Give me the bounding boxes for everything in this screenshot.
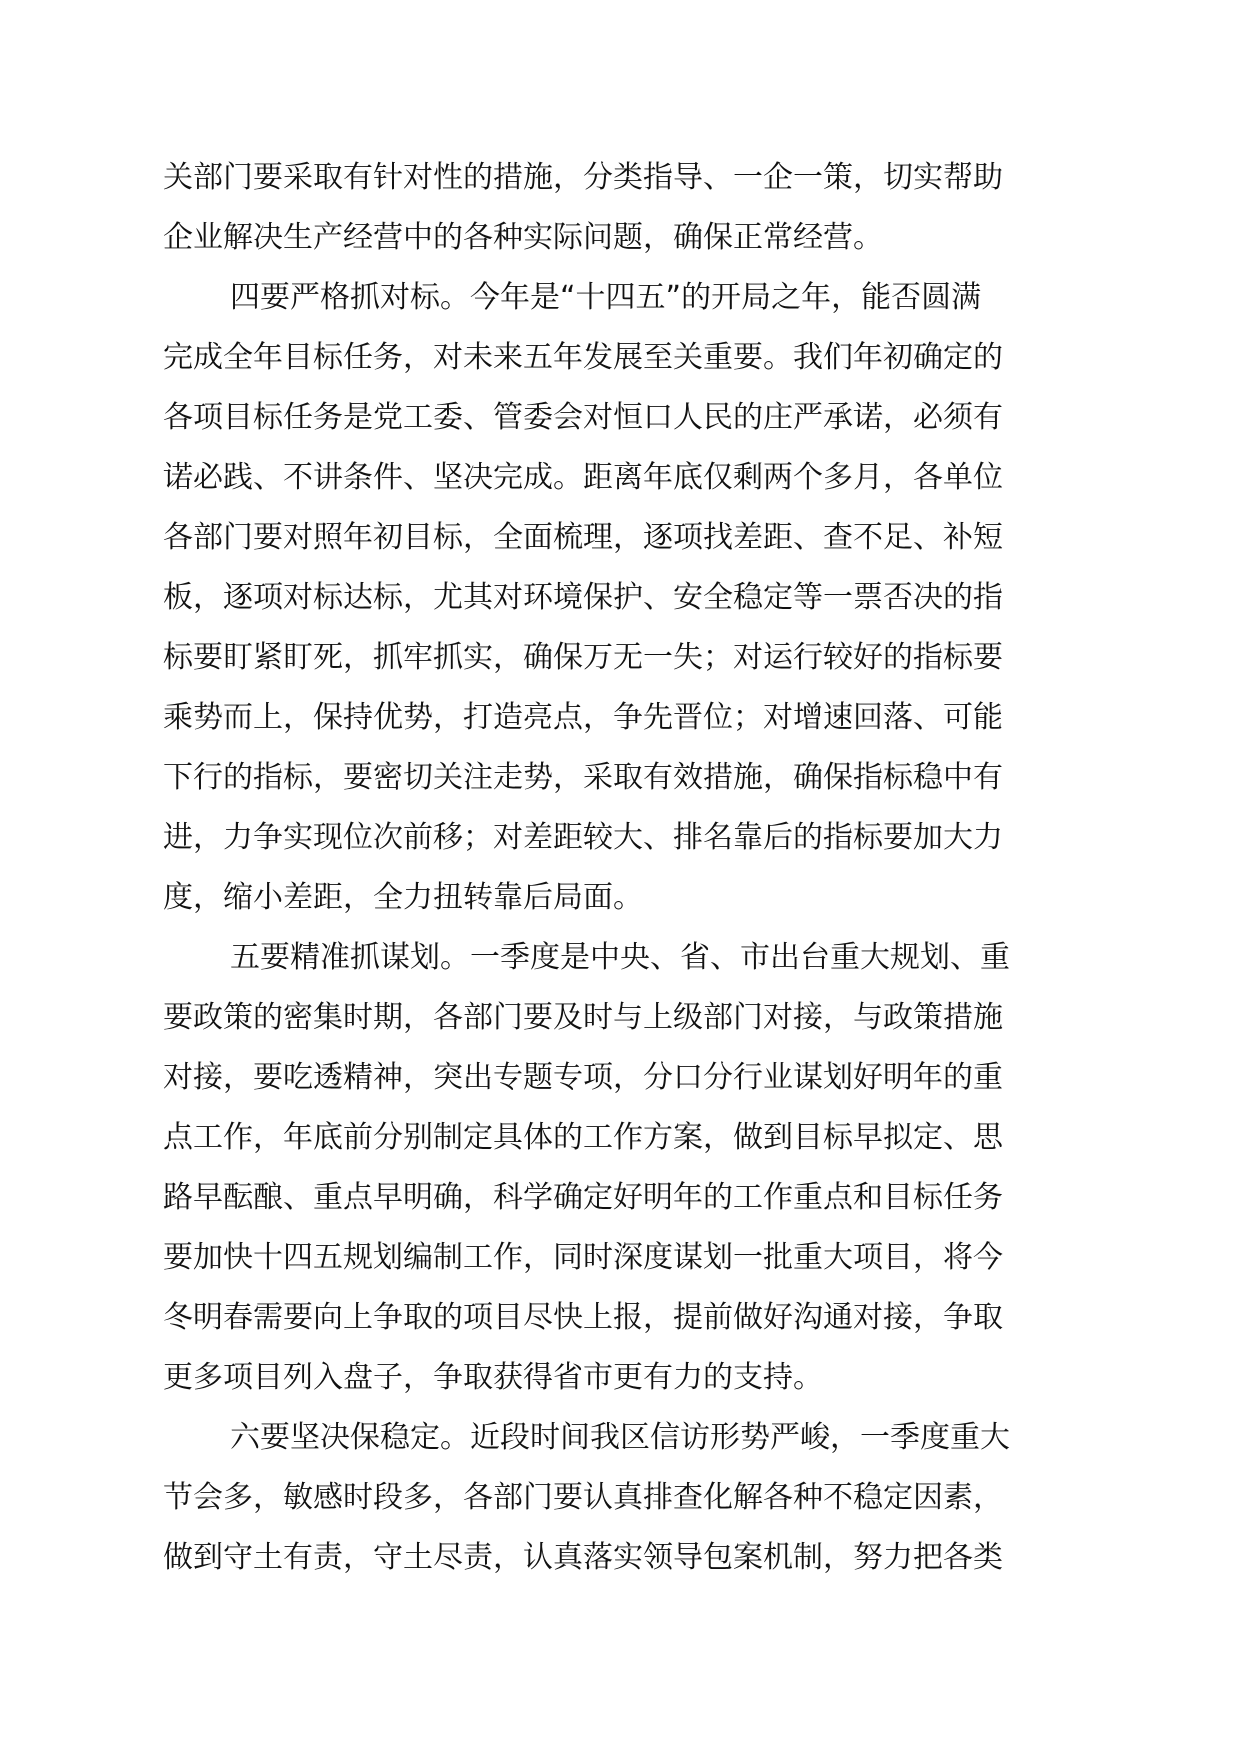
body-text [163, 148, 1109, 1588]
text-line: 五要精准抓谋划。一季度是中央、省、市出台重大规划、重 [230, 940, 1010, 975]
text-line: 点工作，年底前分别制定具体的工作方案，做到目标早拟定、思 [163, 1120, 1003, 1155]
text-line: 乘势而上，保持优势，打造亮点，争先晋位；对增速回落、可能 [163, 700, 1003, 735]
text-line: 关部门要采取有针对性的措施，分类指导、一企一策，切实帮助 [163, 160, 1003, 195]
text-line: 各部门要对照年初目标，全面梳理，逐项找差距、查不足、补短 [163, 520, 1003, 555]
text-line: 四要严格抓对标。今年是“十四五”的开局之年，能否圆满 [230, 280, 982, 315]
text-line: 冬明春需要向上争取的项目尽快上报，提前做好沟通对接，争取 [163, 1300, 1003, 1335]
paragraph-continuation [163, 148, 1109, 268]
text-line: 要政策的密集时期，各部门要及时与上级部门对接，与政策措施 [163, 1000, 1003, 1035]
text-line: 要加快十四五规划编制工作，同时深度谋划一批重大项目，将今 [163, 1240, 1003, 1275]
text-line: 对接，要吃透精神，突出专题专项，分口分行业谋划好明年的重 [163, 1060, 1003, 1095]
text-line: 节会多，敏感时段多，各部门要认真排查化解各种不稳定因素， [163, 1480, 1003, 1515]
text-line: 下行的指标，要密切关注走势，采取有效措施，确保指标稳中有 [163, 760, 1003, 795]
text-line: 完成全年目标任务，对未来五年发展至关重要。我们年初确定的 [163, 340, 1003, 375]
text-line: 度，缩小差距，全力扭转靠后局面。 [163, 880, 643, 915]
text-line: 做到守土有责，守土尽责，认真落实领导包案机制，努力把各类 [163, 1540, 1003, 1575]
paragraph-stability [163, 1408, 1109, 1588]
text-line: 诺必践、不讲条件、坚决完成。距离年底仅剩两个多月，各单位 [163, 460, 1003, 495]
text-line: 进，力争实现位次前移；对差距较大、排名靠后的指标要加大力 [163, 820, 1003, 855]
paragraph-planning [163, 928, 1109, 1408]
text-line: 标要盯紧盯死，抓牢抓实，确保万无一失；对运行较好的指标要 [163, 640, 1003, 675]
text-line: 板，逐项对标达标，尤其对环境保护、安全稳定等一票否决的指 [163, 580, 1003, 615]
text-line: 更多项目列入盘子，争取获得省市更有力的支持。 [163, 1360, 823, 1395]
text-line: 企业解决生产经营中的各种实际问题，确保正常经营。 [163, 220, 883, 255]
text-line: 六要坚决保稳定。近段时间我区信访形势严峻，一季度重大 [230, 1420, 1010, 1455]
paragraph-benchmark [163, 268, 1109, 928]
text-line: 路早酝酿、重点早明确，科学确定好明年的工作重点和目标任务 [163, 1180, 1003, 1215]
text-line: 各项目标任务是党工委、管委会对恒口人民的庄严承诺，必须有 [163, 400, 1003, 435]
